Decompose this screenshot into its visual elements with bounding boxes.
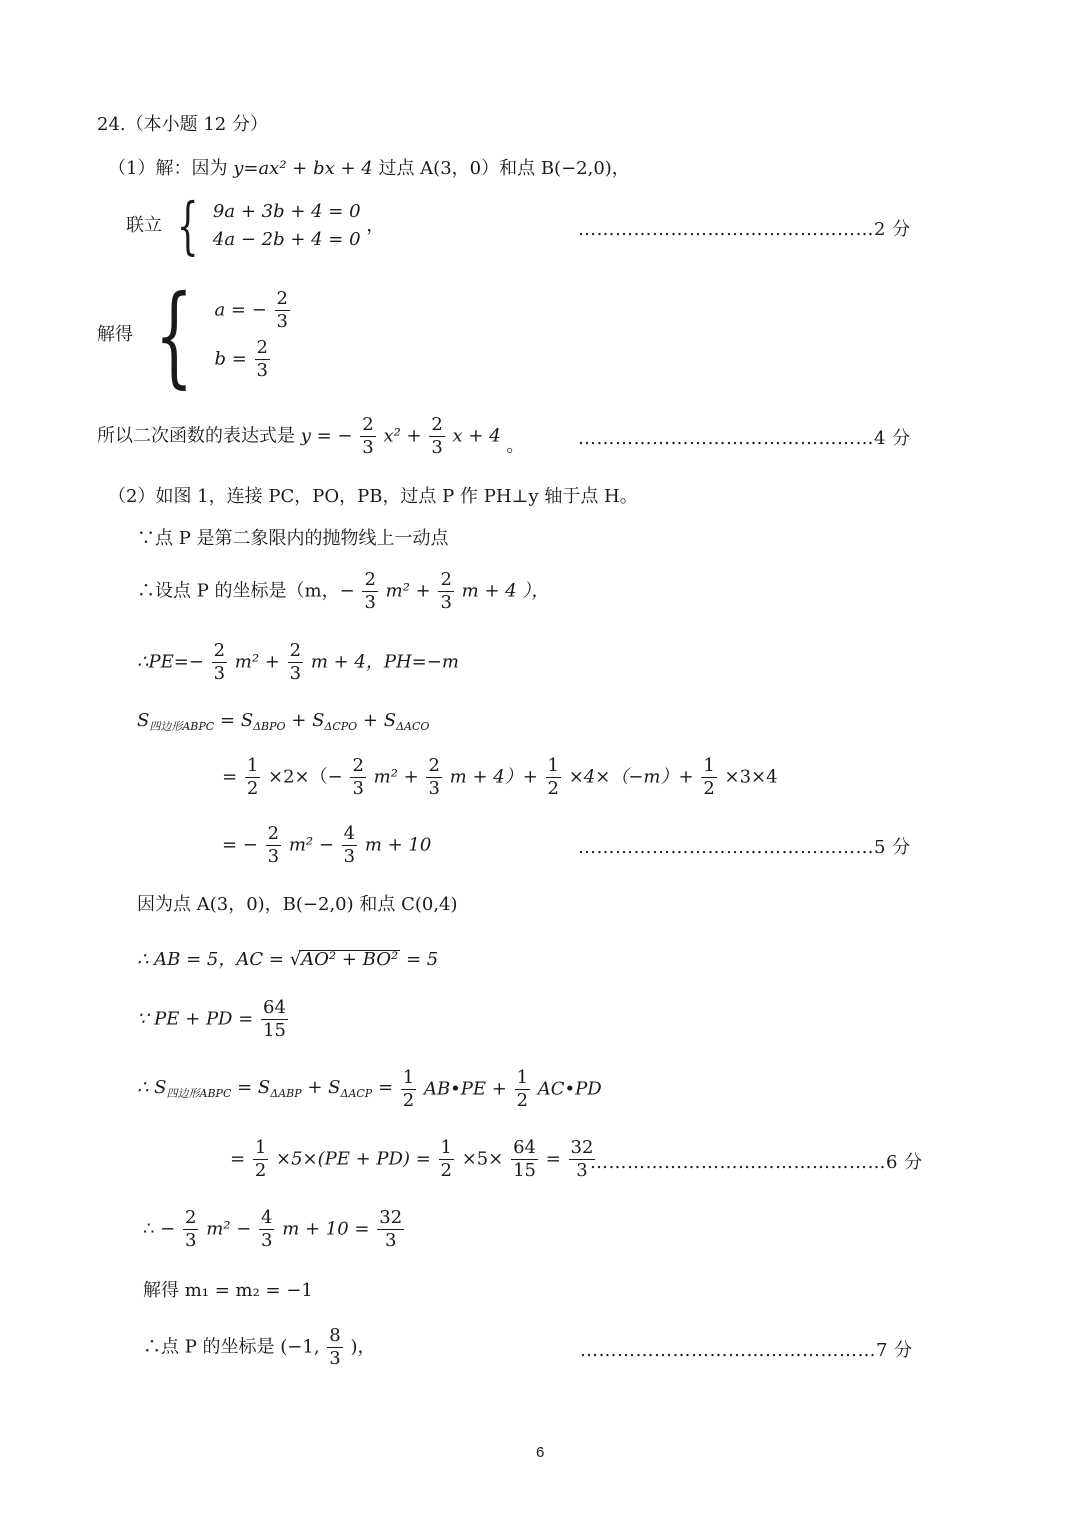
numerator: 64 bbox=[513, 1137, 536, 1158]
conclusion-line bbox=[97, 415, 524, 458]
area2-line bbox=[137, 1068, 602, 1111]
fraction bbox=[701, 756, 716, 799]
numerator: 4 bbox=[261, 1207, 273, 1228]
equation-mid2: m + 10 = bbox=[282, 1218, 370, 1240]
fraction bbox=[275, 289, 290, 332]
numerator: 2 bbox=[267, 823, 280, 844]
fraction bbox=[401, 1068, 416, 1111]
area2-eq-end: AC•PD bbox=[537, 1078, 602, 1100]
final-line bbox=[143, 1326, 376, 1369]
numerator: 2 bbox=[428, 755, 440, 776]
numerator: 2 bbox=[440, 569, 452, 590]
system-eq-2: 4a − 2b + 4 = 0 bbox=[212, 229, 361, 250]
eq-sign: = bbox=[222, 766, 238, 788]
area-t2-sub: ΔCPO bbox=[324, 720, 358, 733]
calc-line bbox=[230, 1138, 597, 1181]
part1-intro bbox=[108, 160, 630, 178]
pe-line bbox=[137, 641, 459, 684]
sol-b-prefix: b = bbox=[214, 348, 247, 370]
score-7: …………………………………………7 分 bbox=[580, 1340, 913, 1361]
system-eq-1: 9a + 3b + 4 = 0 bbox=[212, 201, 361, 222]
denominator: 3 bbox=[352, 777, 364, 799]
ab-ac-line bbox=[137, 950, 438, 969]
coord-line bbox=[137, 570, 549, 613]
expand-3: m + 4）+ bbox=[449, 766, 538, 788]
denominator: 3 bbox=[267, 845, 280, 867]
denominator: 15 bbox=[263, 1019, 286, 1041]
fraction bbox=[426, 756, 441, 799]
area-line bbox=[137, 712, 429, 732]
denominator: 3 bbox=[213, 662, 226, 684]
pe-mid1: m² + bbox=[234, 651, 280, 673]
expand-5: ×3×4 bbox=[724, 766, 778, 788]
area2-plus: + S bbox=[307, 1077, 341, 1099]
expand-line bbox=[222, 756, 778, 799]
equation-prefix: ∴ − bbox=[143, 1218, 176, 1240]
numerator: 2 bbox=[185, 1207, 197, 1228]
fraction bbox=[261, 998, 288, 1041]
part1-intro-suffix: 过点 A(3，0）和点 B(−2,0)， bbox=[378, 158, 630, 179]
numerator: 2 bbox=[256, 337, 268, 358]
fraction bbox=[350, 756, 365, 799]
area2-eq: = S bbox=[237, 1077, 271, 1099]
brace-icon: { bbox=[176, 189, 199, 262]
numerator: 1 bbox=[547, 755, 559, 776]
simplify-line bbox=[222, 824, 431, 867]
area-t3-sub: ΔACO bbox=[396, 720, 430, 733]
denominator: 3 bbox=[185, 1229, 197, 1251]
fraction bbox=[342, 824, 357, 867]
coord-mid2: m + 4 ）， bbox=[461, 580, 550, 602]
numerator: 8 bbox=[329, 1325, 341, 1346]
simplify-1: = − bbox=[222, 834, 258, 856]
final-suffix: )， bbox=[350, 1336, 376, 1358]
ab-ac-prefix: ∴ AB = 5，AC = bbox=[137, 949, 284, 970]
area-t1-sub: ΔBPO bbox=[253, 720, 286, 733]
calc-3: ×5× bbox=[461, 1148, 504, 1170]
fraction bbox=[327, 1326, 342, 1369]
numerator: 2 bbox=[362, 414, 374, 435]
denominator: 3 bbox=[343, 845, 356, 867]
score-4: …………………………………………4 分 bbox=[578, 428, 911, 449]
fraction bbox=[511, 1138, 538, 1181]
conclusion-prefix: 所以二次函数的表达式是 bbox=[97, 425, 295, 447]
sol-a-prefix: a = − bbox=[214, 299, 267, 321]
area2-prefix: ∴ S bbox=[137, 1077, 167, 1099]
numerator: 2 bbox=[352, 755, 364, 776]
conclusion-end: 。 bbox=[506, 435, 525, 457]
area-lhs: S bbox=[137, 710, 150, 731]
conclusion-eq-mid2: x + 4 bbox=[452, 425, 501, 447]
calc-2: ×5×(PE + PD) = bbox=[276, 1148, 431, 1170]
area2-lhs: ∴ $S_{四边形ABPC} = S_{\Delta ABP} + S_{\Delta ACP}$ = bbox=[137, 1077, 394, 1101]
denominator: 2 bbox=[547, 777, 559, 799]
fraction bbox=[253, 1138, 268, 1181]
fraction bbox=[377, 1208, 404, 1251]
denominator: 2 bbox=[254, 1159, 267, 1181]
denominator: 2 bbox=[440, 1159, 452, 1181]
expand-4: ×4×（−m）+ bbox=[568, 766, 694, 788]
denominator: 3 bbox=[256, 359, 268, 381]
sol-b bbox=[214, 338, 292, 381]
area2-t1-sub: ΔABP bbox=[270, 1087, 302, 1101]
system-block bbox=[126, 189, 385, 262]
denominator: 3 bbox=[428, 777, 440, 799]
area-plus-2: + S bbox=[362, 710, 397, 731]
fraction bbox=[438, 570, 453, 613]
numerator: 4 bbox=[343, 823, 356, 844]
ab-ac-end: = 5 bbox=[405, 949, 439, 970]
system-end: ， bbox=[366, 215, 385, 236]
numerator: 2 bbox=[289, 640, 302, 661]
sqrt-icon: √ bbox=[289, 949, 302, 970]
conclusion-eq-start: y = − bbox=[300, 425, 353, 447]
score-6: …………………………………………6 分 bbox=[590, 1152, 923, 1173]
denominator: 3 bbox=[440, 591, 452, 613]
numerator: 32 bbox=[570, 1137, 594, 1158]
denominator: 3 bbox=[362, 436, 374, 458]
denominator: 15 bbox=[513, 1159, 536, 1181]
calc-1: = bbox=[230, 1148, 251, 1170]
numerator: 1 bbox=[440, 1137, 452, 1158]
numerator: 2 bbox=[213, 640, 226, 661]
solution-block bbox=[97, 271, 292, 399]
solve-result: 解得 m₁ = m₂ = −1 bbox=[143, 1280, 313, 1301]
fraction bbox=[255, 338, 270, 381]
denominator: 3 bbox=[329, 1347, 341, 1369]
fraction bbox=[245, 756, 260, 799]
system-equations bbox=[213, 203, 361, 249]
system-label: 联立 bbox=[126, 215, 162, 236]
denominator: 2 bbox=[402, 1089, 415, 1111]
area-eq: = S bbox=[219, 710, 254, 731]
expand-1: ×2×（− bbox=[268, 766, 343, 788]
final-prefix: ∴点 P 的坐标是 (−1, bbox=[143, 1336, 320, 1358]
fraction bbox=[515, 1068, 530, 1111]
denominator: 3 bbox=[276, 311, 288, 333]
area2-lhs-sub: 四边形ABPC bbox=[166, 1087, 232, 1101]
points-line: 因为点 A(3，0)，B(−2,0) 和点 C(0,4) bbox=[137, 894, 458, 915]
pepd-line bbox=[137, 998, 290, 1041]
coord-mid1: m² + bbox=[385, 580, 431, 602]
pe-mid2: m + 4，PH=−m bbox=[310, 651, 459, 673]
sol-a bbox=[214, 289, 292, 332]
numerator: 32 bbox=[379, 1207, 403, 1228]
fraction bbox=[360, 415, 375, 458]
because-line: ∵点 P 是第二象限内的抛物线上一动点 bbox=[137, 528, 449, 549]
eq-sign: = bbox=[545, 1148, 561, 1170]
fraction bbox=[266, 824, 281, 867]
pepd-prefix: ∵ PE + PD = bbox=[137, 1008, 254, 1030]
part1-intro-prefix: （1）解：因为 bbox=[108, 158, 228, 179]
area2-t2-sub: ΔACP bbox=[340, 1087, 373, 1101]
fraction bbox=[439, 1138, 454, 1181]
area-plus-1: + S bbox=[291, 710, 325, 731]
fraction bbox=[212, 641, 227, 684]
area-lhs-sub: 四边形ABPC bbox=[149, 720, 215, 733]
fraction bbox=[288, 641, 303, 684]
denominator: 3 bbox=[289, 662, 302, 684]
score-2: …………………………………………2 分 bbox=[578, 219, 911, 240]
numerator: 2 bbox=[276, 288, 288, 310]
denominator: 3 bbox=[261, 1229, 273, 1251]
score-5: …………………………………………5 分 bbox=[578, 837, 911, 858]
page-number: 6 bbox=[536, 1444, 545, 1461]
part1-intro-eq: y=ax² + bx + 4 bbox=[233, 158, 373, 179]
equation-line bbox=[143, 1208, 406, 1251]
numerator: 1 bbox=[254, 1137, 267, 1158]
expand-2: m² + bbox=[373, 766, 419, 788]
fraction bbox=[429, 415, 444, 458]
denominator: 3 bbox=[384, 1229, 397, 1251]
numerator: 1 bbox=[516, 1067, 529, 1088]
numerator: 64 bbox=[263, 997, 286, 1018]
solve-label: 解得 bbox=[97, 324, 133, 345]
numerator: 2 bbox=[431, 414, 443, 435]
denominator: 3 bbox=[431, 436, 443, 458]
sqrt-content: AO² + BO² bbox=[301, 949, 399, 970]
equation-mid1: m² − bbox=[206, 1218, 252, 1240]
numerator: 2 bbox=[364, 569, 376, 590]
fraction bbox=[183, 1208, 198, 1251]
numerator: 1 bbox=[402, 1067, 415, 1088]
denominator: 3 bbox=[364, 591, 376, 613]
fraction bbox=[546, 756, 561, 799]
area2-eq-mid: AB•PE + bbox=[423, 1078, 507, 1100]
solution-values bbox=[214, 289, 292, 380]
brace-icon: { bbox=[154, 271, 193, 399]
numerator: 1 bbox=[703, 755, 715, 776]
denominator: 2 bbox=[516, 1089, 529, 1111]
fraction bbox=[362, 570, 377, 613]
denominator: 3 bbox=[576, 1159, 588, 1181]
coord-prefix: ∴设点 P 的坐标是（m，− bbox=[137, 580, 355, 602]
numerator: 1 bbox=[246, 755, 259, 776]
fraction bbox=[259, 1208, 274, 1251]
denominator: 2 bbox=[703, 777, 715, 799]
part2-intro: （2）如图 1，连接 PC，PO，PB，过点 P 作 PH⊥y 轴于点 H。 bbox=[108, 486, 638, 507]
denominator: 2 bbox=[246, 777, 259, 799]
problem-header: 24.（本小题 12 分） bbox=[97, 114, 268, 135]
pe-prefix: ∴PE=− bbox=[137, 651, 204, 673]
conclusion-eq-mid1: x² + bbox=[383, 425, 422, 447]
simplify-3: m + 10 bbox=[364, 834, 432, 856]
simplify-2: m² − bbox=[288, 834, 334, 856]
